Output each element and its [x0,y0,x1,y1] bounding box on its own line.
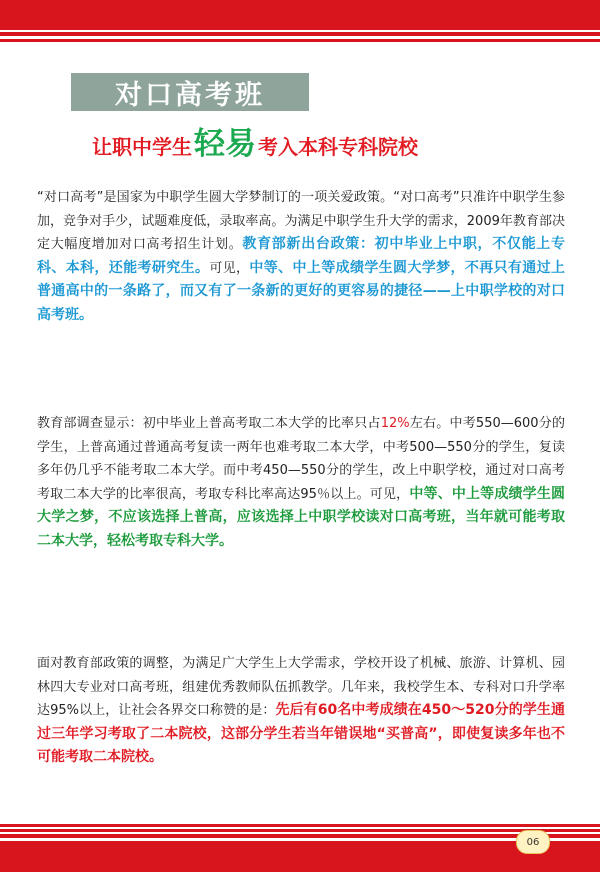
paragraph-text: 左右。中考550—600分的学生，上普高通过普通高考复读一两年也难考取二本大学，中考500—550分的学生，复读多年仍几乎不能考取二本大学。而中考450—550分的学生，改上中职学校，通过对口高考考取二本大学的比率很高，考取专科比率高达95％以上。可见， [37,416,565,502]
page-number-badge [516,830,550,854]
section-title-box [71,73,309,111]
percentage-value: 12% [380,416,410,431]
section-title: 对口高考班 [115,79,265,111]
highlight-text: 先后有60名中考成绩在450～520分的学生通过三年学习考取了二本院校，这部分学生若当年错误地“买普高”，即使复读多年也不可能考取二本院校。 [37,702,565,765]
subtitle-emphasis: 轻易 [194,126,256,162]
paragraph-text: “对口高考”是国家为中职学生圆大学梦制订的一项关爱政策。“对口高考”只准许中职学生参加，竞争对手少，试题难度低，录取率高。为满足中职学生升大学的需求，2009年教育部决定大幅度增加对口高考招生计划。 [37,190,565,252]
subtitle-after: 考入本科专科院校 [258,135,418,159]
subtitle-before: 让职中学生 [92,135,192,159]
paragraph-text: 可见， [209,260,250,276]
paragraph-text: 面对教育部政策的调整，为满足广大学生上大学需求，学校开设了机械、旅游、计算机、园林四大专业对口高考班，组建优秀教师队伍抓教学。几年来，我校学生本、专科对口升学率达95%以上，让社会各界交口称赞的是： [37,656,565,718]
subtitle [92,124,512,160]
bottom-decorative-band [0,824,600,872]
highlight-text: 中等、中上等成绩学生圆大学之梦，不应该选择上普高，应该选择上中职学校读对口高考班，当年就可能考取二本大学，轻松考取专科大学。 [37,485,566,549]
paragraph-text: 教育部调查显示：初中毕业上普高考取二本大学的比率只占 [37,416,381,431]
paragraph-survey [37,412,565,553]
paragraph-policy [37,186,565,327]
top-decorative-band [0,0,600,46]
highlight-text: 教育部新出台政策：初中毕业上中职，不仅能上专科、本科，还能考研究生。 [37,236,565,276]
page-number: 06 [526,836,540,848]
paragraph-school [37,652,565,770]
highlight-text: 中等、中上等成绩学生圆大学梦，不再只有通过上普通高中的一条路了，而又有了一条新的更好的更容易的捷径——上中职学校的对口高考班。 [37,259,565,323]
